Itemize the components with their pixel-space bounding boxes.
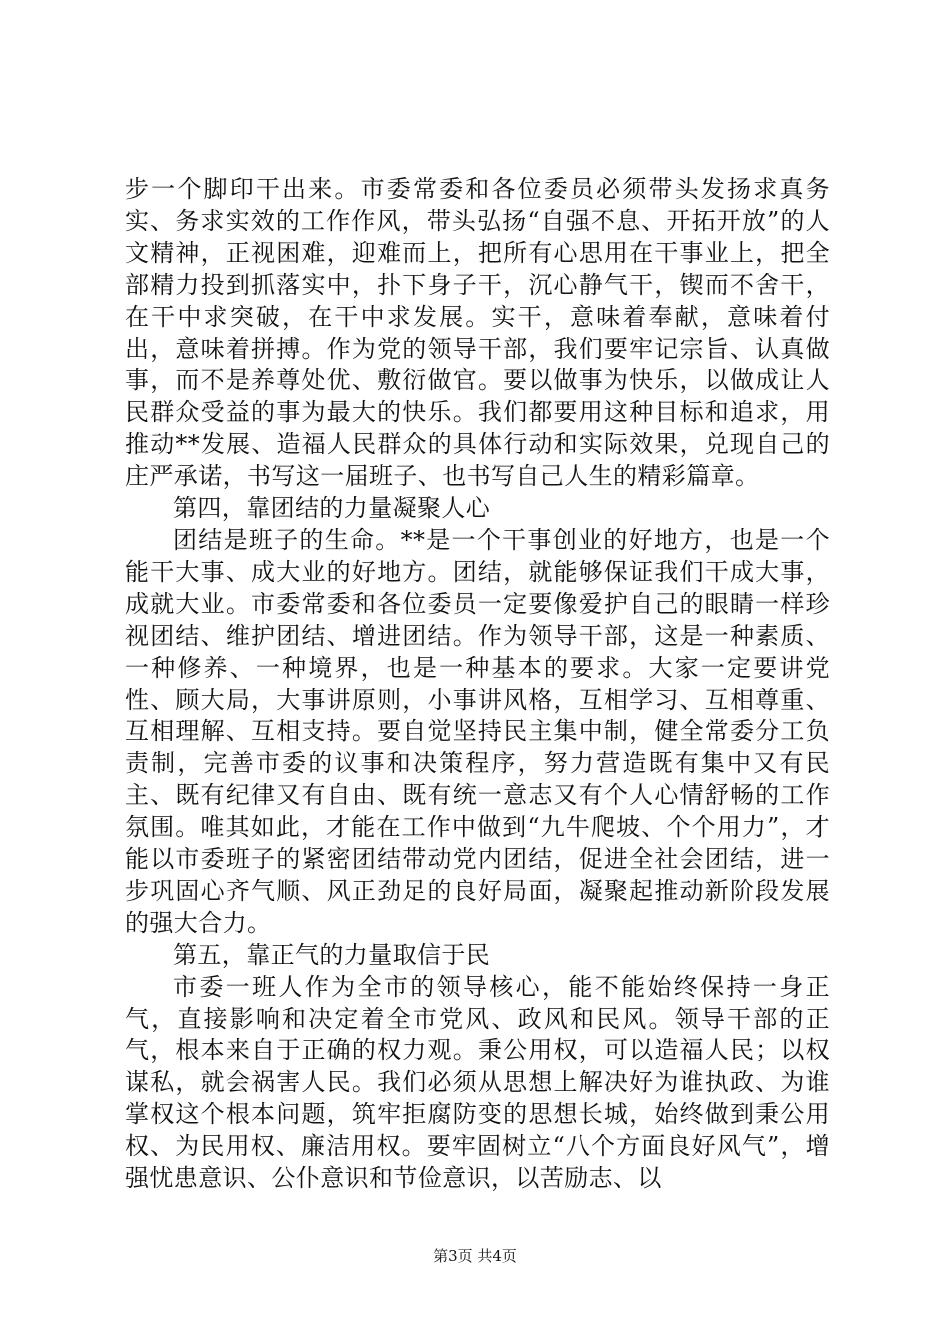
body-paragraph-2: 团结是班子的生命。**是一个干事创业的好地方，也是一个能干大事、成大业的好地方。团结，就能够保证我们干成大事，成就大业。市委常委和各位委员一定要像爱护自己的眼睛一样珍视团结、维护团结、增进团结。作为领导干部，这是一种素质、一种修养、一种境界，也是一种基本的要求。大家一定要讲党性、顾大局，大事讲原则，小事讲风格，互相学习、互相尊重、互相理解、互相支持。要自觉坚持民主集中制，健全常委分工负责制，完善市委的议事和决策程序，努力营造既有集中又有民主、既有纪律又有自由、既有统一意志又有个人心情舒畅的工作氛围。唯其如此，才能在工作中做到“九牛爬坡、个个用力”，才能以市委班子的紧密团结带动党内团结，促进全社会团结，进一步巩固心齐气顺、风正劲足的良好局面，凝聚起推动新阶段发展的强大合力。 xyxy=(125,525,830,937)
body-paragraph-1: 步一个脚印干出来。市委常委和各位委员必须带头发扬求真务实、务求实效的工作作风，带头弘扬“自强不息、开拓开放”的人文精神，正视困难，迎难而上，把所有心思用在干事业上，把全部精力投到抓落实中，扑下身子干，沉心静气干，锲而不舍干，在干中求突破，在干中求发展。实干，意味着奉献，意味着付出，意味着拼搏。作为党的领导干部，我们要牢记宗旨、认真做事，而不是养尊处优、敷衍做官。要以做事为快乐，以做成让人民群众受益的事为最大的快乐。我们都要用这种目标和追求，用推动**发展、造福人民群众的具体行动和实际效果，兑现自己的庄严承诺，书写这一届班子、也书写自己人生的精彩篇章。 xyxy=(125,175,830,491)
body-paragraph-3: 市委一班人作为全市的领导核心，能不能始终保持一身正气，直接影响和决定着全市党风、政风和民风。领导干部的正气，根本来自于正确的权力观。秉公用权，可以造福人民；以权谋私，就会祸害人民。我们必须从思想上解决好为谁执政、为谁掌权这个根本问题，筑牢拒腐防变的思想长城，始终做到秉公用权、为民用权、廉洁用权。要牢固树立“八个方面良好风气”，增强忧患意识、公仆意识和节俭意识，以苦励志、以 xyxy=(125,972,830,1193)
document-body xyxy=(125,174,830,1195)
page-number-label: 第3页 共4页 xyxy=(433,1247,517,1265)
page-footer xyxy=(0,1246,950,1266)
section-heading-5: 第五，靠正气的力量取信于民 xyxy=(173,940,491,969)
section-heading-4: 第四，靠团结的力量凝聚人心 xyxy=(173,494,491,523)
